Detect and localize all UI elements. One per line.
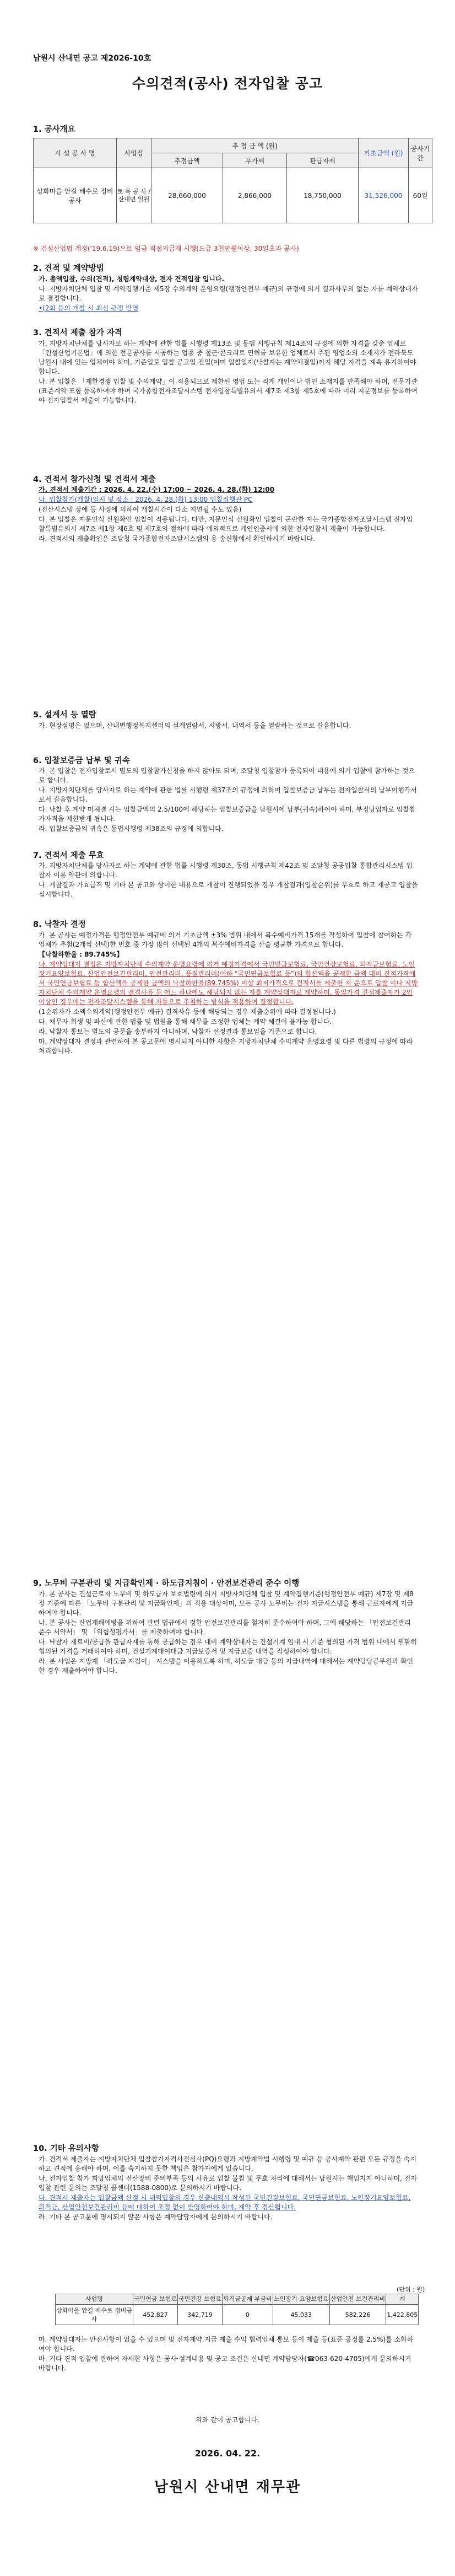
section-4-title: 4. 견적서 참가신청 및 견적서 제출: [33, 475, 156, 484]
col-total: 계: [386, 2294, 419, 2305]
cell-location: 토 목 공 사 / 산내면 일원: [117, 168, 151, 223]
cell-severance: 0: [222, 2305, 273, 2325]
col-pension: 국민연금 보험료: [133, 2294, 178, 2305]
section-8-item: 나. 계약상대자 결정은 지방자치단체 수의계약 운영요령에 의거 예정가격에서 국민연금보험료, 국민건강보험료, 퇴직금보험료, 노인장기요양보험료, 산업안전보건관리비, 안전관리비, 품질관리비(이하 "국민연금보험료 등")의 합산액을 공제한 금액 대비 견적가격에서 국민연금보험료 등 합산액을 공제한 금액의 낙찰하한율(89.745%) 이상 최저가격으로 견적서를 제출한 자 순으로 입찰 이나 지방자치단체 수의계약 운영요령의 결격사유 등 어느 하나에도 해당되지 않는 자를 계약상대자로 계약하며, 동일가격 견적제출자가 2인 이상인 경우에는 전자조달시스템을 통해 자동으로 추첨하는 방식을 적용하여 결정합니다.: [39, 960, 418, 1006]
cell-est-amount: 28,660,000: [151, 168, 223, 223]
section-10-item: 가. 견적서 제출자는 지방자치단체 입찰참가자격사전심사(PQ)요령과 지방계약법 시행령 및 예규 등 공사계약 관련 모든 규정을 숙지하고 견적에 응해야 하며, 이를 숙지하지 못한 책임은 참가자에게 있습니다.: [39, 2155, 417, 2172]
col-facility: 시 설 공 사 명: [34, 138, 117, 168]
section-10-item: 나. 전자입찰 참가 희망업체의 전산장비 준비부족 등의 사유로 입찰 불참 및 무효 처리에 대해서는 남원시는 책임지지 아니하며, 전자입찰 관련 문의는 조달청 콜센터(1588-0800)로 문의하시기 바랍니다.: [39, 2175, 417, 2192]
cell-health: 342,719: [177, 2305, 222, 2325]
cell-materials: 18,750,000: [286, 168, 358, 223]
section-7-item: 가. 지방자치단체를 당사자로 하는 계약에 관한 법률 시행령 제30조, 동법 시행규칙 제42조 및 조달청 공공입찰 통합관리시스템 입찰자 이용 약관에 의합니다.: [39, 862, 413, 879]
section-3-item: 나. 본 입찰은 「제한경쟁 입찰 및 수의계약」이 적용되므로 제한된 영업 또는 직계 개인이나 법인 소재지를 만족해야 하며, 전문기관(표준계약 포함 등록하여야 하며 국가종합전자조달시스템 전자입찰특별유의서 제7조 제3항 제5호에 따라 미리 지문정보를 등록하여야 전자입찰서 제출이 가능합니다.: [39, 378, 418, 404]
cell-safety: 582,226: [329, 2305, 386, 2325]
wage-note: ※ 건설산업법 개정('19.6.19)으로 임금 직접지급제 시행(도급 3천만원이상, 30일초과 공사): [33, 245, 299, 253]
insurance-table: [55, 2294, 419, 2325]
section-5-item: 가. 현장설명은 없으며, 산내면행정복지센터의 설계열람서, 시방서, 내역서 등을 열람하는 것으로 갈음합니다.: [39, 722, 351, 729]
col-care: 노인장기 요양보험료: [273, 2294, 329, 2305]
cell-base-amount: 31,526,000: [359, 168, 409, 223]
section-4-opening: 나. 입찰참가(개찰)일시 및 장소 : 2026. 4. 28.(화) 13:00 입찰집행관 PC: [39, 496, 253, 503]
section-2-item: 가. 총액입찰, 수의(견적), 청렴계약대상, 전자 견적입찰 입니다.: [39, 275, 225, 283]
section-6-item: 라. 입찰보증금의 귀속은 동법시행령 제38조의 규정에 의합니다.: [39, 825, 224, 833]
cell-project-name: 상화마을 안길 배수로 정비공사: [34, 168, 117, 223]
cell-total: 1,422,805: [386, 2305, 419, 2325]
section-2-body: [39, 275, 419, 314]
col-estimate: 추 정 금 액 (원): [151, 138, 359, 153]
document-number: 남원시 산내면 공고 제2026-10호: [33, 54, 151, 63]
section-4-period: 가. 견적서 제출기간 : 2026. 4. 22.(수) 17:00 ~ 2026. 4. 28.(화) 12:00: [39, 486, 275, 493]
section-9-item: 가. 본 공사는 건설근로자 노무비 및 하도급자 보호법령에 의거 지방자치단체 입찰 및 계약집행기준(행정안전부 예규) 제7장 및 제8장 기준에 따른 「노무비 구분관리 및 지급확인제」의 적용 대상이며, 모든 공사 노무비는 전자 지급시스템을 통해 근로자에게 지급하여야 합니다.: [39, 1590, 414, 1617]
section-10-item: 마. 계약상대자는 안전사항이 없을 수 있으며 및 전자계약 지급 제출 수익 협력업체 통보 등이 제출 등(표준 공정률 2.5%)를 소화하여야 합니다.: [39, 2336, 414, 2353]
closing-statement: 위와 같이 공고합니다.: [196, 2416, 259, 2424]
unit-label: (단위 : 원): [397, 2286, 425, 2293]
cell-project: 상화마을 안길 배수로 정비공사: [56, 2305, 133, 2325]
col-base-amount: 기초금액 (원): [359, 138, 409, 168]
section-8-body: [39, 931, 419, 1056]
col-project: 사업명: [56, 2294, 133, 2305]
section-6-item: 다. 낙찰 후 계약 미체결 시는 입찰금액의 2.5/100에 해당하는 입찰보증금을 남원시에 납부(귀속)하여야 하며, 부정당업자로 입찰참가자격을 제한받게 됩니다.: [39, 806, 416, 823]
signer: 남원시 산내면 재무관: [154, 2479, 301, 2496]
section-2-title: 2. 견적 및 계약방법: [33, 264, 104, 273]
section-8-item: 다. 채무자 회생 및 파산에 관한 법률 및 법원을 통해 채무를 조정한 업체는 계약 체결이 불가능 합니다.: [39, 1018, 332, 1026]
section-8-item: 마. 계약상대자 결정과 관련하여 본 공고문에 명시되지 아니한 사항은 지방자치단체 수의계약 운영요령 및 다른 법령의 규정에 따라 처리합니다.: [39, 1038, 413, 1055]
closing-date: 2026. 04. 22.: [194, 2448, 261, 2459]
section-10-title: 10. 기타 유의사항: [33, 2144, 99, 2153]
section-8-item: 가. 본 공사는 예정가격은 행정안전부 예규에 의거 기초금액 ±3% 범위 내에서 복수예비가격 15개를 작성하여 입찰에 참여하는 각 업체가 추첨(2개씩 선택)한 번호 중 가장 많이 선택된 4개의 복수예비가격을 산술 평균한 가격으로 합니다.: [39, 931, 412, 948]
section-10-item: 라. 기타 본 공고문에 명시되지 않은 사항은 계약담당자에게 문의하시기 바랍니다.: [39, 2213, 273, 2221]
section-10-item: 바. 기타 견적 입찰에 관하여 자세한 사항은 공사·설계내용 및 공고 조건은 산내면 계약담당자(☎063-620-4705)에게 문의하시기 바랍니다.: [39, 2355, 411, 2372]
section-6-title: 6. 입찰보증금 납부 및 귀속: [33, 756, 130, 765]
section-8-item: 라. 낙찰자 통보는 별도의 공문을 송부하지 아니하며, 낙찰자 선정결과 통보일을 기준으로 합니다.: [39, 1028, 317, 1035]
section-10-body: [39, 2155, 419, 2223]
section-1-title: 1. 공사개요: [33, 125, 75, 134]
document-title: 수의견적(공사) 전자입찰 공고: [132, 76, 323, 92]
section-9-item: 나. 본 공사는 산업재해예방을 위하여 관련 법규에서 정한 안전보건관리를 철저히 준수하여야 하며, 그에 해당하는 「안전보건관리 준수 서약서」 및 「위험성평가서」를 제출하여야 합니다.: [39, 1619, 411, 1636]
col-vat: 부가세: [223, 153, 287, 168]
section-7-title: 7. 견적서 제출 무효: [33, 851, 104, 860]
section-2-link: •(2회 등의 개찰 시 최신 규정 반영: [39, 304, 139, 312]
section-3-body: [39, 339, 419, 406]
col-materials: 관급자재: [286, 153, 358, 168]
section-7-body: [39, 861, 419, 900]
section-6-item: 나. 지방자치단체를 당사자로 하는 계약에 관한 법률 시행령 제37조의 규정에 의하여 입찰보증금 납부는 전자입찰서의 납부이행각서로서 갈음합니다.: [39, 786, 417, 803]
section-8-rate: 【낙찰하한율 : 89.745%】: [39, 951, 123, 958]
section-5-title: 5. 설계서 등 열람: [33, 711, 96, 720]
project-overview-table: [33, 138, 432, 223]
cell-care: 45,033: [273, 2305, 329, 2325]
section-10-item: 다. 견적서 제출자는 입찰금액 산정 시 내역입찰의 경우 산출내역서 작성된 국민건강보험료, 국민연금보험료, 노인장기요양보험료, 퇴직금, 산업안전보건관리비 등에 대하여 조정 없이 반영하여야 하며, 계약 후 정산됩니다.: [39, 2194, 411, 2211]
section-4-item: (전산시스템 장애 등 사정에 의하여 개찰시간이 다소 지연될 수도 있음): [39, 506, 242, 513]
col-safety: 산업안전 보건관리비: [329, 2294, 386, 2305]
cell-vat: 2,866,000: [223, 168, 287, 223]
section-2-item: 나. 지방자치단체 입찰 및 계약집행기준 제5장 수의계약 운영요령(행정안전부 예규)의 규정에 의거 결과사무의 없는 자를 계약상대자로 결정합니다.: [39, 285, 418, 302]
section-9-title: 9. 노무비 구분관리 및 지급확인제 · 하도급지침이 · 안전보건관리 준수 이행: [33, 1579, 300, 1588]
section-4-body: [39, 485, 419, 544]
section-8-title: 8. 낙찰자 결정: [33, 920, 86, 929]
section-4-item: 라. 견적서의 제출확인은 조달청 국가종합전자조달시스템의 용 송신함에서 확인하시기 바랍니다.: [39, 535, 315, 543]
cell-period: 60일: [409, 168, 432, 223]
section-3-title: 3. 견적서 제출 참가 자격: [33, 329, 122, 337]
section-4-item: 다. 본 입찰은 지문인식 신원확인 입찰이 적용됩니다. 다만, 지문인식 신원확인 입찰이 곤란한 자는 국가종합전자조달시스템 전자입찰특별유의서 제7조 제1항 제6호 및 제7호의 절차에 따라 예외적으로 개인인증서에 의한 전자입찰서 제출이 가능합니다.: [39, 516, 413, 533]
section-9-item: 라. 본 사업은 지방계 「하도급 지킴이」 시스템을 이용하도록 하며, 하도급 대금 등의 지급내역에 대해서는 계약담당공무원과 확인한 경우 제출하여야 합니다.: [39, 1657, 414, 1675]
section-5-body: [39, 721, 419, 731]
section-9-item: 다. 낙찰자 재료비/공급을 관급자재를 통해 공급하는 경우 대비 계약상대자는 건설기계 임대 시 기준 협의된 가격 범위 내에서 원활히 협의된 가격을 거래하여야 하며, 건설기계대여대금 지급보증서 및 지급보증 내역을 작성하여야 합니다.: [39, 1638, 418, 1655]
section-3-item: 가. 지방자치단체를 당사자로 하는 계약에 관한 법률 시행령 제13조 및 동법 시행규칙 제14조의 규정에 의한 자격을 갖춘 업체로 「건설산업기본법」에 의한 전문공사를 시공하는 업종 중 철근·콘크리트 면허를 보유한 업체로서 주된 영업소의 소재지가 전라북도 남원시 내에 있는 업체여야 하며, 기준일로 입찰 공고일 전일(이며 입찰일자(낙찰자는 계약체결일)까지 해당 자격을 계속 유지하여야 합니다.: [39, 340, 416, 375]
cell-pension: 452,827: [133, 2305, 178, 2325]
col-period: 공사기간: [409, 138, 432, 168]
section-6-item: 가. 본 입찰은 전자입찰로서 별도의 입찰참가신청을 하지 않아도 되며, 조달청 입찰참가 등록되어 내용에 의거 입찰에 참가하는 것으로 합니다.: [39, 767, 415, 784]
col-severance: 퇴직금공제 부금비: [222, 2294, 273, 2305]
col-est-amount: 추정금액: [151, 153, 223, 168]
section-10-more: [39, 2335, 419, 2374]
section-6-body: [39, 766, 419, 834]
col-health: 국민건강 보험료: [177, 2294, 222, 2305]
col-location: 사업장: [117, 138, 151, 168]
section-7-item: 나. 개찰결과 가효급격 및 기타 본 공고와 상이한 내용으로 개찰이 진행되었을 경우 개찰결과(입찰순위)를 무효로 하고 재공고 입찰을 실시합니다.: [39, 881, 418, 898]
section-9-body: [39, 1590, 419, 1676]
section-8-item: (1순위자가 소액수의계약(행정안전부 예규) 결격사유 등에 해당되는 경우 제출순위에 따라 결정됩니다.): [39, 1008, 336, 1016]
